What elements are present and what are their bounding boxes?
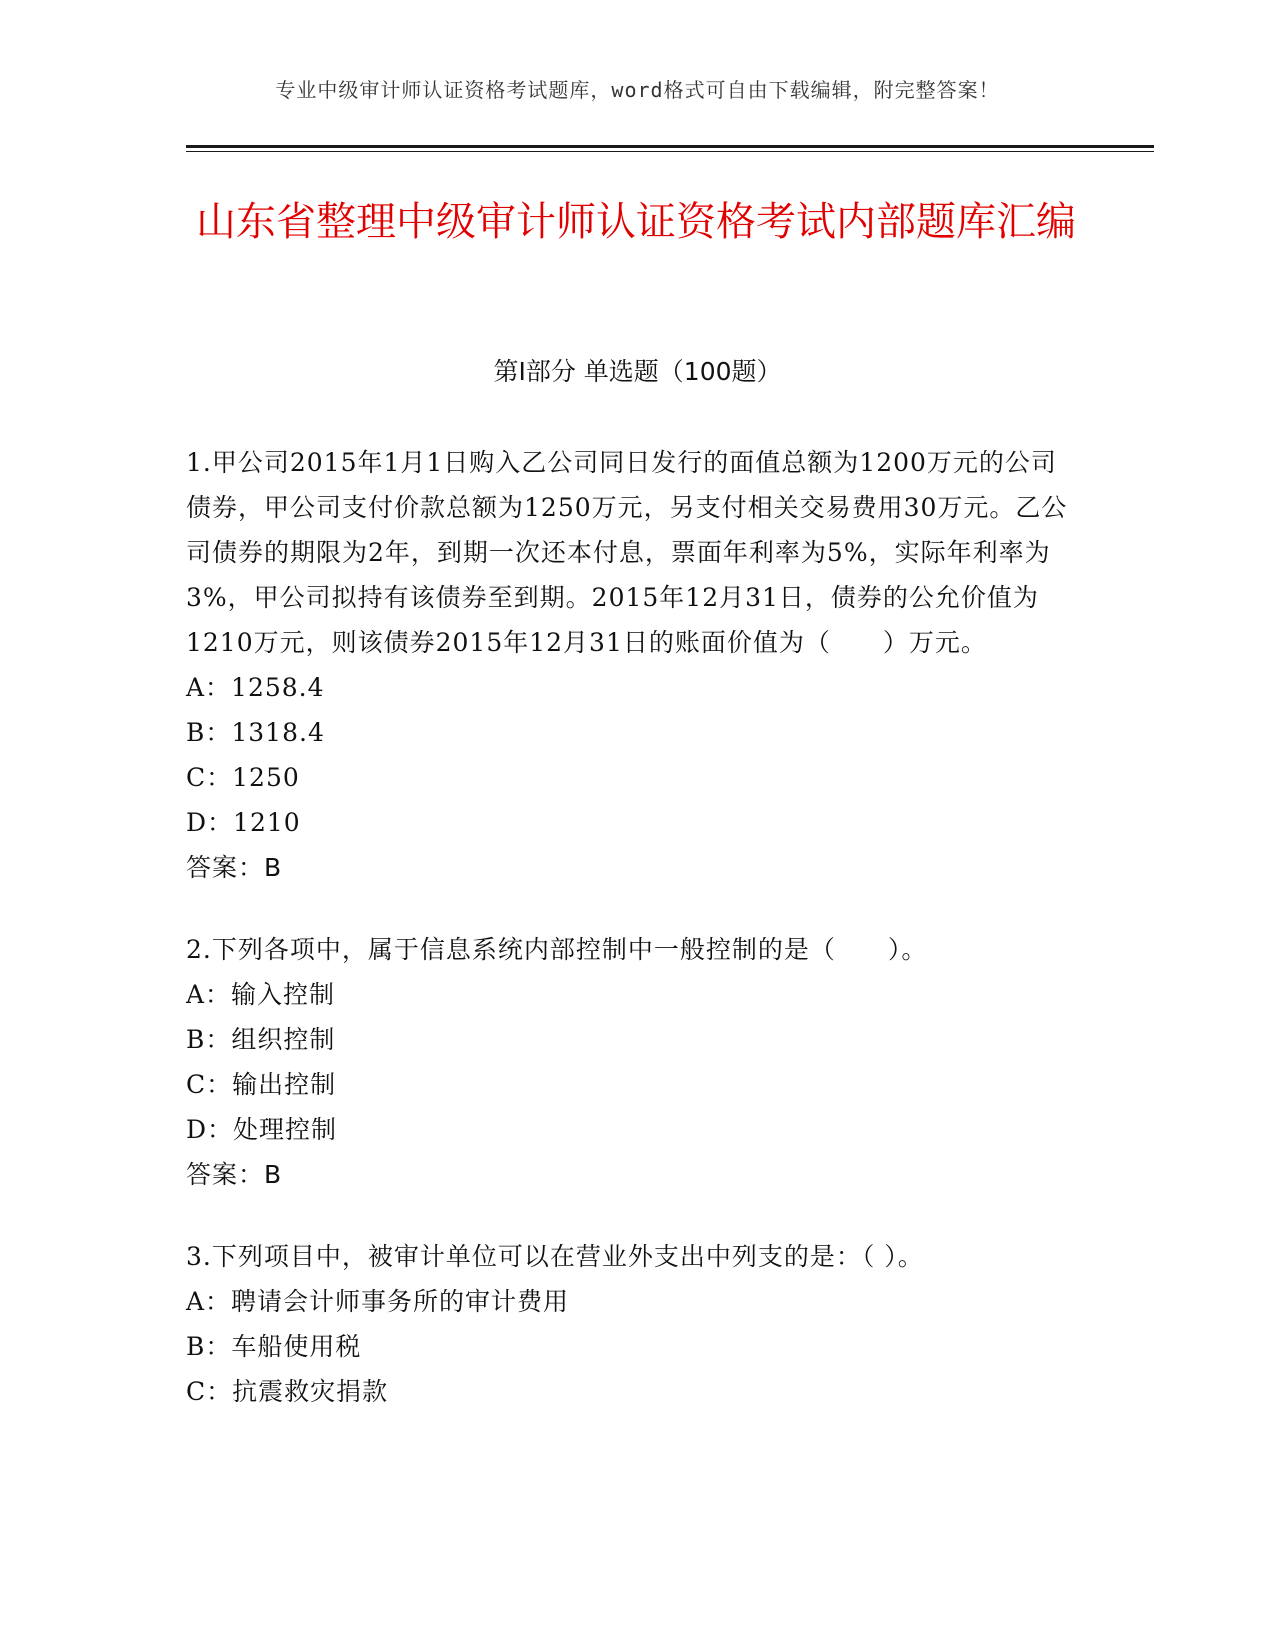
option-c: C：1250 (186, 763, 300, 792)
question-3 (186, 1234, 1076, 1414)
question-stem: 3.下列项目中，被审计单位可以在营业外支出中列支的是：（ ）。 (186, 1242, 924, 1271)
option-a: A：聘请会计师事务所的审计费用 (186, 1287, 570, 1316)
option-d: D：处理控制 (186, 1115, 338, 1144)
header-note: 专业中级审计师认证资格考试题库，word格式可自由下载编辑，附完整答案！ (275, 78, 1000, 102)
option-a: A：1258.4 (186, 673, 325, 702)
option-c: C：输出控制 (186, 1070, 337, 1099)
question-2 (186, 927, 1076, 1197)
option-b: B：1318.4 (186, 718, 325, 747)
question-1 (186, 440, 1076, 890)
section-title: 第Ⅰ部分 单选题（100题） (493, 357, 782, 386)
option-b: B：组织控制 (186, 1025, 336, 1054)
option-b: B：车船使用税 (186, 1332, 362, 1361)
question-stem: 2.下列各项中，属于信息系统内部控制中一般控制的是（ ）。 (186, 935, 928, 964)
answer: 答案：B (186, 853, 283, 882)
document-title: 山东省整理中级审计师认证资格考试内部题库汇编 (196, 199, 1076, 245)
question-list (186, 440, 1076, 1451)
header-rule-thin (186, 151, 1154, 152)
question-stem: 1.甲公司2015年1月1日购入乙公司同日发行的面值总额为1200万元的公司债券，甲公司支付价款总额为1250万元，另支付相关交易费用30万元。乙公司债券的期限为2年，到期一次还本付息，票面年利率为5%，实际年利率为3%，甲公司拟持有该债券至到期。2015年12月31日，债券的公允价值为1210万元，则该债券2015年12月31日的账面价值为（ ）万元。 (186, 448, 1068, 657)
option-c: C：抗震救灾捐款 (186, 1377, 389, 1406)
header-rule-thick (186, 145, 1154, 148)
option-d: D：1210 (186, 808, 301, 837)
answer: 答案：B (186, 1160, 283, 1189)
option-a: A：输入控制 (186, 980, 336, 1009)
